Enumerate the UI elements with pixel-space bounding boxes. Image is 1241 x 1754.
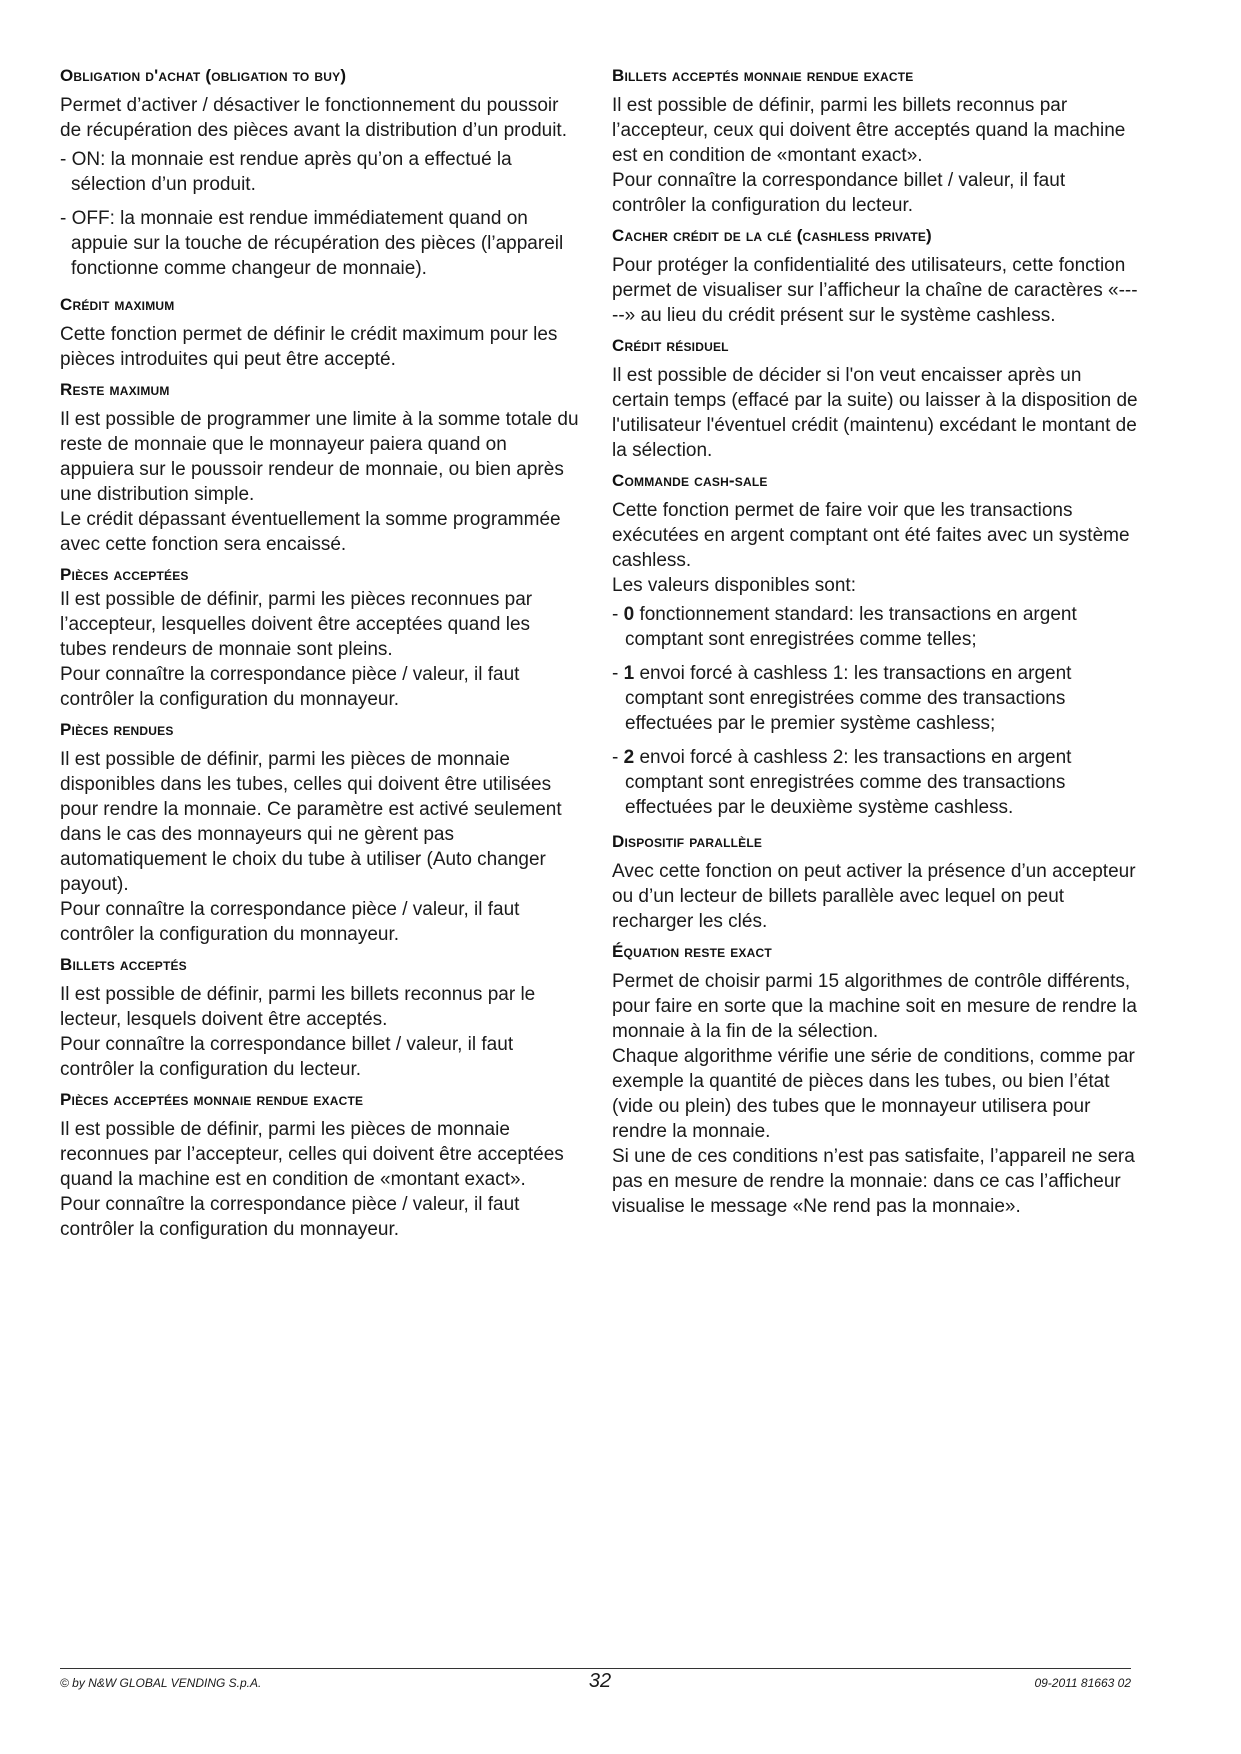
section-pieces-rendues bbox=[60, 720, 580, 947]
section-text: Pour connaître la correspondance pièce / valeur, il faut contrôler la configuration du monnayeur. bbox=[60, 664, 520, 710]
section-heading: Billets acceptés monnaie rendue exacte bbox=[612, 66, 914, 85]
section-text: Pour protéger la confidentialité des utilisateurs, cette fonction permet de visualiser sur l’afficheur la chaîne de caractères «-----» au lieu du crédit présent sur le système cashless. bbox=[612, 255, 1138, 326]
section-credit-residuel bbox=[612, 336, 1142, 463]
section-heading: Pièces rendues bbox=[60, 720, 174, 739]
section-heading: Dispositif parallèle bbox=[612, 832, 763, 851]
value-number: 0 bbox=[623, 604, 635, 625]
section-billets-monnaie-exacte bbox=[612, 66, 1142, 218]
section-heading: Obligation d'achat (obligation to buy) bbox=[60, 66, 347, 85]
page-number: 32 bbox=[588, 1670, 612, 1692]
section-pieces-monnaie-exacte bbox=[60, 1090, 580, 1242]
section-text: Avec cette fonction on peut activer la présence d’un accepteur ou d’un lecteur de billets parallèle avec lequel on peut recharger les clés. bbox=[612, 861, 1136, 932]
list-item-value-1: - 1 envoi forcé à cashless 1: les transactions en argent comptant sont enregistrées comme des transactions effectuées par le premier système cashless; bbox=[612, 663, 1072, 734]
section-text: Il est possible de définir, parmi les billets reconnus par l’accepteur, ceux qui doivent être acceptés quand la machine est en condition de «montant exact». bbox=[612, 95, 1126, 166]
list-item-on: - ON: la monnaie est rendue après qu’on a effectué la sélection d’un produit. bbox=[60, 149, 512, 195]
section-text: Pour connaître la correspondance pièce / valeur, il faut contrôler la configuration du monnayeur. bbox=[60, 1194, 520, 1240]
right-column bbox=[612, 66, 1142, 1219]
section-pieces-acceptees bbox=[60, 565, 580, 712]
section-text: Il est possible de définir, parmi les pièces de monnaie reconnues par l’accepteur, celles qui doivent être acceptées quand la machine est en condition de «montant exact». bbox=[60, 1119, 564, 1190]
section-text: Il est possible de programmer une limite à la somme totale du reste de monnaie que le monnayeur paiera quand on appuiera sur le poussoir rendeur de monnaie, ou bien après une distribution simple. bbox=[60, 409, 579, 505]
section-text: Si une de ces conditions n’est pas satisfaite, l’appareil ne sera pas en mesure de rendre la monnaie: dans ce cas l’afficheur visualise le message «Ne rend pas la monnaie». bbox=[612, 1146, 1135, 1217]
section-cacher-credit bbox=[612, 226, 1142, 328]
section-cash-sale bbox=[612, 471, 1142, 820]
section-text: Il est possible de décider si l'on veut encaisser après un certain temps (effacé par la suite) ou laisser à la disposition de l'utilisateur l'éventuel crédit (maintenu) excédant le montant de la sélection. bbox=[612, 365, 1138, 461]
section-text: Pour connaître la correspondance billet / valeur, il faut contrôler la configuration du lecteur. bbox=[612, 170, 1066, 216]
section-text: Permet d’activer / désactiver le fonctionnement du poussoir de récupération des pièces avant la distribution d’un produit. bbox=[60, 95, 567, 141]
value-number: 1 bbox=[623, 663, 635, 684]
footer-copyright: © by N&W GLOBAL VENDING S.p.A. bbox=[60, 1676, 262, 1690]
section-text: Permet de choisir parmi 15 algorithmes de contrôle différents, pour faire en sorte que la machine soit en mesure de rendre la monnaie à la fin de la sélection. bbox=[612, 971, 1137, 1042]
value-description: fonctionnement standard: les transactions en argent comptant sont enregistrées comme telles; bbox=[625, 604, 1077, 650]
section-heading: Crédit maximum bbox=[60, 295, 175, 314]
section-text: Il est possible de définir, parmi les billets reconnus par le lecteur, lesquels doivent être acceptés. bbox=[60, 984, 536, 1030]
footer-divider bbox=[60, 1668, 1131, 1669]
section-dispositif-parallele bbox=[612, 832, 1142, 934]
section-heading: Commande cash-sale bbox=[612, 471, 768, 490]
section-reste-maximum bbox=[60, 380, 580, 557]
section-heading: Cacher crédit de la clé (cashless private) bbox=[612, 226, 932, 245]
list-item-value-2: - 2 envoi forcé à cashless 2: les transactions en argent comptant sont enregistrées comme des transactions effectuées par le deuxième système cashless. bbox=[612, 747, 1072, 818]
section-text: Il est possible de définir, parmi les pièces de monnaie disponibles dans les tubes, celles qui doivent être utilisées pour rendre la monnaie. Ce paramètre est activé seulement dans le cas des monnayeurs qui ne gèrent pas automatiquement le choix du tube à utiliser (Auto changer payout). bbox=[60, 749, 562, 895]
left-column bbox=[60, 66, 580, 1242]
section-text: Les valeurs disponibles sont: bbox=[612, 575, 856, 596]
section-heading: Pièces acceptées bbox=[60, 565, 189, 584]
footer-doc-ref: 09-2011 81663 02 bbox=[1034, 1676, 1131, 1690]
section-text: Cette fonction permet de faire voir que les transactions exécutées en argent comptant ont été faites avec un système cashless. bbox=[612, 500, 1130, 571]
value-description: envoi forcé à cashless 1: les transactions en argent comptant sont enregistrées comme des transactions effectuées par le premier système cashless; bbox=[625, 663, 1072, 734]
list-item-value-0: - 0 fonctionnement standard: les transactions en argent comptant sont enregistrées comme telles; bbox=[612, 604, 1077, 650]
section-text: Pour connaître la correspondance pièce / valeur, il faut contrôler la configuration du monnayeur. bbox=[60, 899, 520, 945]
section-heading: Billets acceptés bbox=[60, 955, 187, 974]
value-description: envoi forcé à cashless 2: les transactions en argent comptant sont enregistrées comme des transactions effectuées par le deuxième système cashless. bbox=[625, 747, 1072, 818]
section-text: Le crédit dépassant éventuellement la somme programmée avec cette fonction sera encaissé. bbox=[60, 509, 561, 555]
value-number: 2 bbox=[623, 747, 635, 768]
section-text: Pour connaître la correspondance billet / valeur, il faut contrôler la configuration du lecteur. bbox=[60, 1034, 514, 1080]
section-text: Chaque algorithme vérifie une série de conditions, comme par exemple la quantité de pièces dans les tubes, ou bien l’état (vide ou plein) des tubes que le monnayeur utilisera pour rendre la monnaie. bbox=[612, 1046, 1135, 1142]
section-credit-maximum bbox=[60, 295, 580, 372]
section-text: Cette fonction permet de définir le crédit maximum pour les pièces introduites qui peut être accepté. bbox=[60, 324, 558, 370]
section-heading: Équation reste exact bbox=[612, 942, 772, 961]
section-heading: Pièces acceptées monnaie rendue exacte bbox=[60, 1090, 364, 1109]
section-billets-acceptes bbox=[60, 955, 580, 1082]
section-heading: Reste maximum bbox=[60, 380, 170, 399]
section-text: Il est possible de définir, parmi les pièces reconnues par l’accepteur, lesquelles doivent être acceptées quand les tubes rendeurs de monnaie sont pleins. bbox=[60, 589, 533, 660]
section-heading: Crédit résiduel bbox=[612, 336, 729, 355]
section-obligation-achat bbox=[60, 66, 580, 281]
list-item-off: - OFF: la monnaie est rendue immédiatement quand on appuie sur la touche de récupération des pièces (l’appareil fonctionne comme changeur de monnaie). bbox=[60, 208, 564, 279]
section-equation-reste-exact bbox=[612, 942, 1142, 1219]
